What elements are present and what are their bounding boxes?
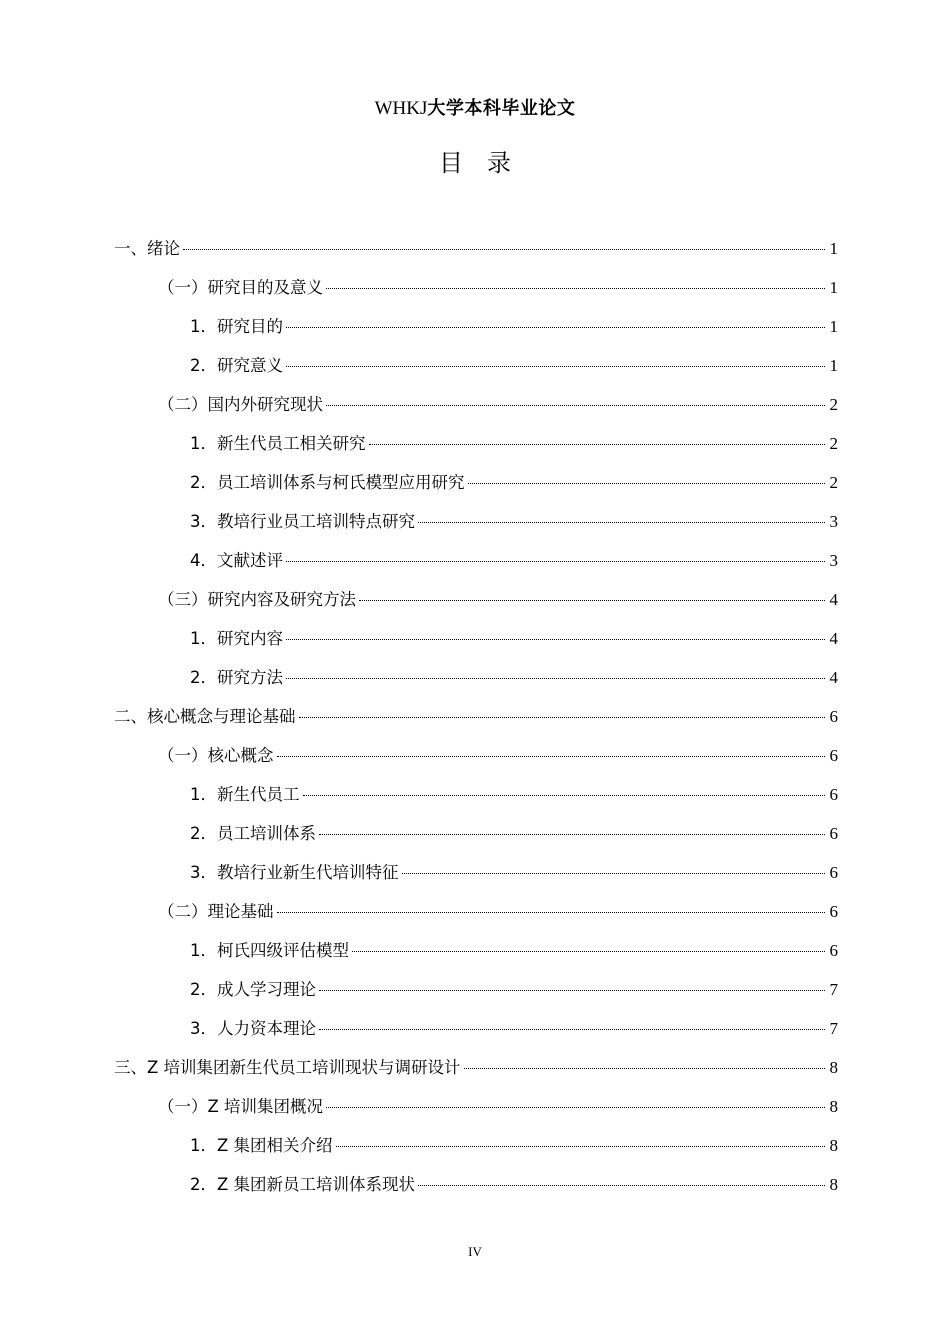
toc-dot-leader <box>319 990 825 991</box>
toc-entry-page: 8 <box>829 1175 838 1194</box>
toc-entry[interactable] <box>114 859 838 898</box>
toc-entry-label: 2．员工培训体系与柯氏模型应用研究 <box>190 473 465 492</box>
toc-entry-label: 一、绪论 <box>114 239 180 258</box>
toc-entry[interactable] <box>114 469 838 508</box>
toc-dot-leader <box>402 873 826 874</box>
toc-entry-label: （二）国内外研究现状 <box>158 395 323 414</box>
toc-entry-page: 8 <box>829 1058 838 1077</box>
toc-dot-leader <box>319 834 825 835</box>
toc-entry[interactable] <box>114 508 838 547</box>
toc-dot-leader <box>418 1185 825 1186</box>
toc-entry-page: 7 <box>829 980 838 999</box>
toc-entry-page: 4 <box>829 668 838 687</box>
toc-dot-leader <box>326 288 825 289</box>
toc-dot-leader <box>464 1068 825 1069</box>
toc-entry-page: 4 <box>829 629 838 648</box>
toc-dot-leader <box>336 1146 825 1147</box>
toc-dot-leader <box>299 717 826 718</box>
toc-dot-leader <box>286 639 825 640</box>
toc-entry-label: （一）Z 培训集团概况 <box>158 1097 324 1116</box>
toc-entry-page: 6 <box>829 824 838 843</box>
toc-entry-label: 1．新生代员工 <box>190 785 300 804</box>
toc-entry[interactable] <box>114 1015 838 1054</box>
toc-entry[interactable] <box>114 1093 838 1132</box>
toc-entry-label: 1．新生代员工相关研究 <box>190 434 366 453</box>
toc-entry-page: 3 <box>829 551 838 570</box>
toc-entry-page: 2 <box>829 395 838 414</box>
toc-entry[interactable] <box>114 703 838 742</box>
toc-dot-leader <box>277 756 826 757</box>
running-header <box>0 97 950 121</box>
toc-entry[interactable] <box>114 664 838 703</box>
toc-dot-leader <box>286 366 825 367</box>
toc-entry-page: 7 <box>829 1019 838 1038</box>
toc-dot-leader <box>352 951 825 952</box>
toc-entry[interactable] <box>114 976 838 1015</box>
toc-dot-leader <box>319 1029 825 1030</box>
toc-entry-page: 1 <box>829 239 838 258</box>
toc-entry-page: 2 <box>829 473 838 492</box>
toc-entry[interactable] <box>114 430 838 469</box>
toc-dot-leader <box>183 249 825 250</box>
toc-entry[interactable] <box>114 274 838 313</box>
toc-title: 目录 <box>439 149 535 177</box>
toc-entry[interactable] <box>114 586 838 625</box>
toc-entry-page: 6 <box>829 707 838 726</box>
toc-dot-leader <box>468 483 826 484</box>
toc-entry-label: 4．文献述评 <box>190 551 283 570</box>
toc-entry-label: 2．成人学习理论 <box>190 980 316 999</box>
toc-entry-label: 1．Z 集团相关介绍 <box>190 1136 333 1155</box>
toc-entry-label: 三、Z 培训集团新生代员工培训现状与调研设计 <box>114 1058 461 1077</box>
toc-entry-page: 1 <box>829 317 838 336</box>
toc-entry[interactable] <box>114 235 838 274</box>
toc-entry-label: （一）核心概念 <box>158 746 274 765</box>
toc-entry[interactable] <box>114 937 838 976</box>
toc-entry[interactable] <box>114 1054 838 1093</box>
toc-entry[interactable] <box>114 352 838 391</box>
toc-dot-leader <box>359 600 825 601</box>
toc-dot-leader <box>303 795 826 796</box>
toc-entry[interactable] <box>114 898 838 937</box>
toc-entry-page: 6 <box>829 746 838 765</box>
toc-entry-label: 2．研究意义 <box>190 356 283 375</box>
toc-entry-page: 2 <box>829 434 838 453</box>
school-code: WHKJ <box>374 98 428 119</box>
toc-entry[interactable] <box>114 781 838 820</box>
toc-entry-label: 二、核心概念与理论基础 <box>114 707 296 726</box>
toc-entry-label: （一）研究目的及意义 <box>158 278 323 297</box>
toc-entry-label: 2．员工培训体系 <box>190 824 316 843</box>
toc-entry-page: 1 <box>829 356 838 375</box>
toc-entry-label: （三）研究内容及研究方法 <box>158 590 356 609</box>
toc-dot-leader <box>326 405 825 406</box>
toc-entry-page: 6 <box>829 902 838 921</box>
toc-entry[interactable] <box>114 547 838 586</box>
toc-entry-page: 1 <box>829 278 838 297</box>
toc-dot-leader <box>286 561 825 562</box>
table-of-contents <box>114 235 838 1210</box>
toc-entry[interactable] <box>114 313 838 352</box>
toc-entry-label: 1．研究内容 <box>190 629 283 648</box>
toc-dot-leader <box>326 1107 825 1108</box>
toc-entry-label: 2．Z 集团新员工培训体系现状 <box>190 1175 416 1194</box>
toc-entry-page: 3 <box>829 512 838 531</box>
toc-entry-page: 6 <box>829 785 838 804</box>
toc-entry-label: 3．教培行业员工培训特点研究 <box>190 512 415 531</box>
toc-dot-leader <box>286 327 825 328</box>
toc-entry-label: 3．教培行业新生代培训特征 <box>190 863 399 882</box>
toc-entry-page: 6 <box>829 941 838 960</box>
toc-entry-page: 8 <box>829 1136 838 1155</box>
toc-entry[interactable] <box>114 1171 838 1210</box>
toc-dot-leader <box>286 678 825 679</box>
toc-entry[interactable] <box>114 391 838 430</box>
toc-entry-label: （二）理论基础 <box>158 902 274 921</box>
toc-dot-leader <box>277 912 826 913</box>
toc-dot-leader <box>418 522 825 523</box>
toc-entry[interactable] <box>114 625 838 664</box>
toc-entry-page: 4 <box>829 590 838 609</box>
page-number: IV <box>468 1244 482 1259</box>
school-suffix: 大学本科毕业论文 <box>427 98 576 119</box>
toc-entry[interactable] <box>114 820 838 859</box>
toc-entry-label: 2．研究方法 <box>190 668 283 687</box>
toc-entry-page: 8 <box>829 1097 838 1116</box>
toc-entry-label: 3．人力资本理论 <box>190 1019 316 1038</box>
toc-dot-leader <box>369 444 826 445</box>
toc-entry-label: 1．柯氏四级评估模型 <box>190 941 349 960</box>
toc-entry[interactable] <box>114 742 838 781</box>
toc-entry-page: 6 <box>829 863 838 882</box>
toc-entry-label: 1．研究目的 <box>190 317 283 336</box>
toc-entry[interactable] <box>114 1132 838 1171</box>
